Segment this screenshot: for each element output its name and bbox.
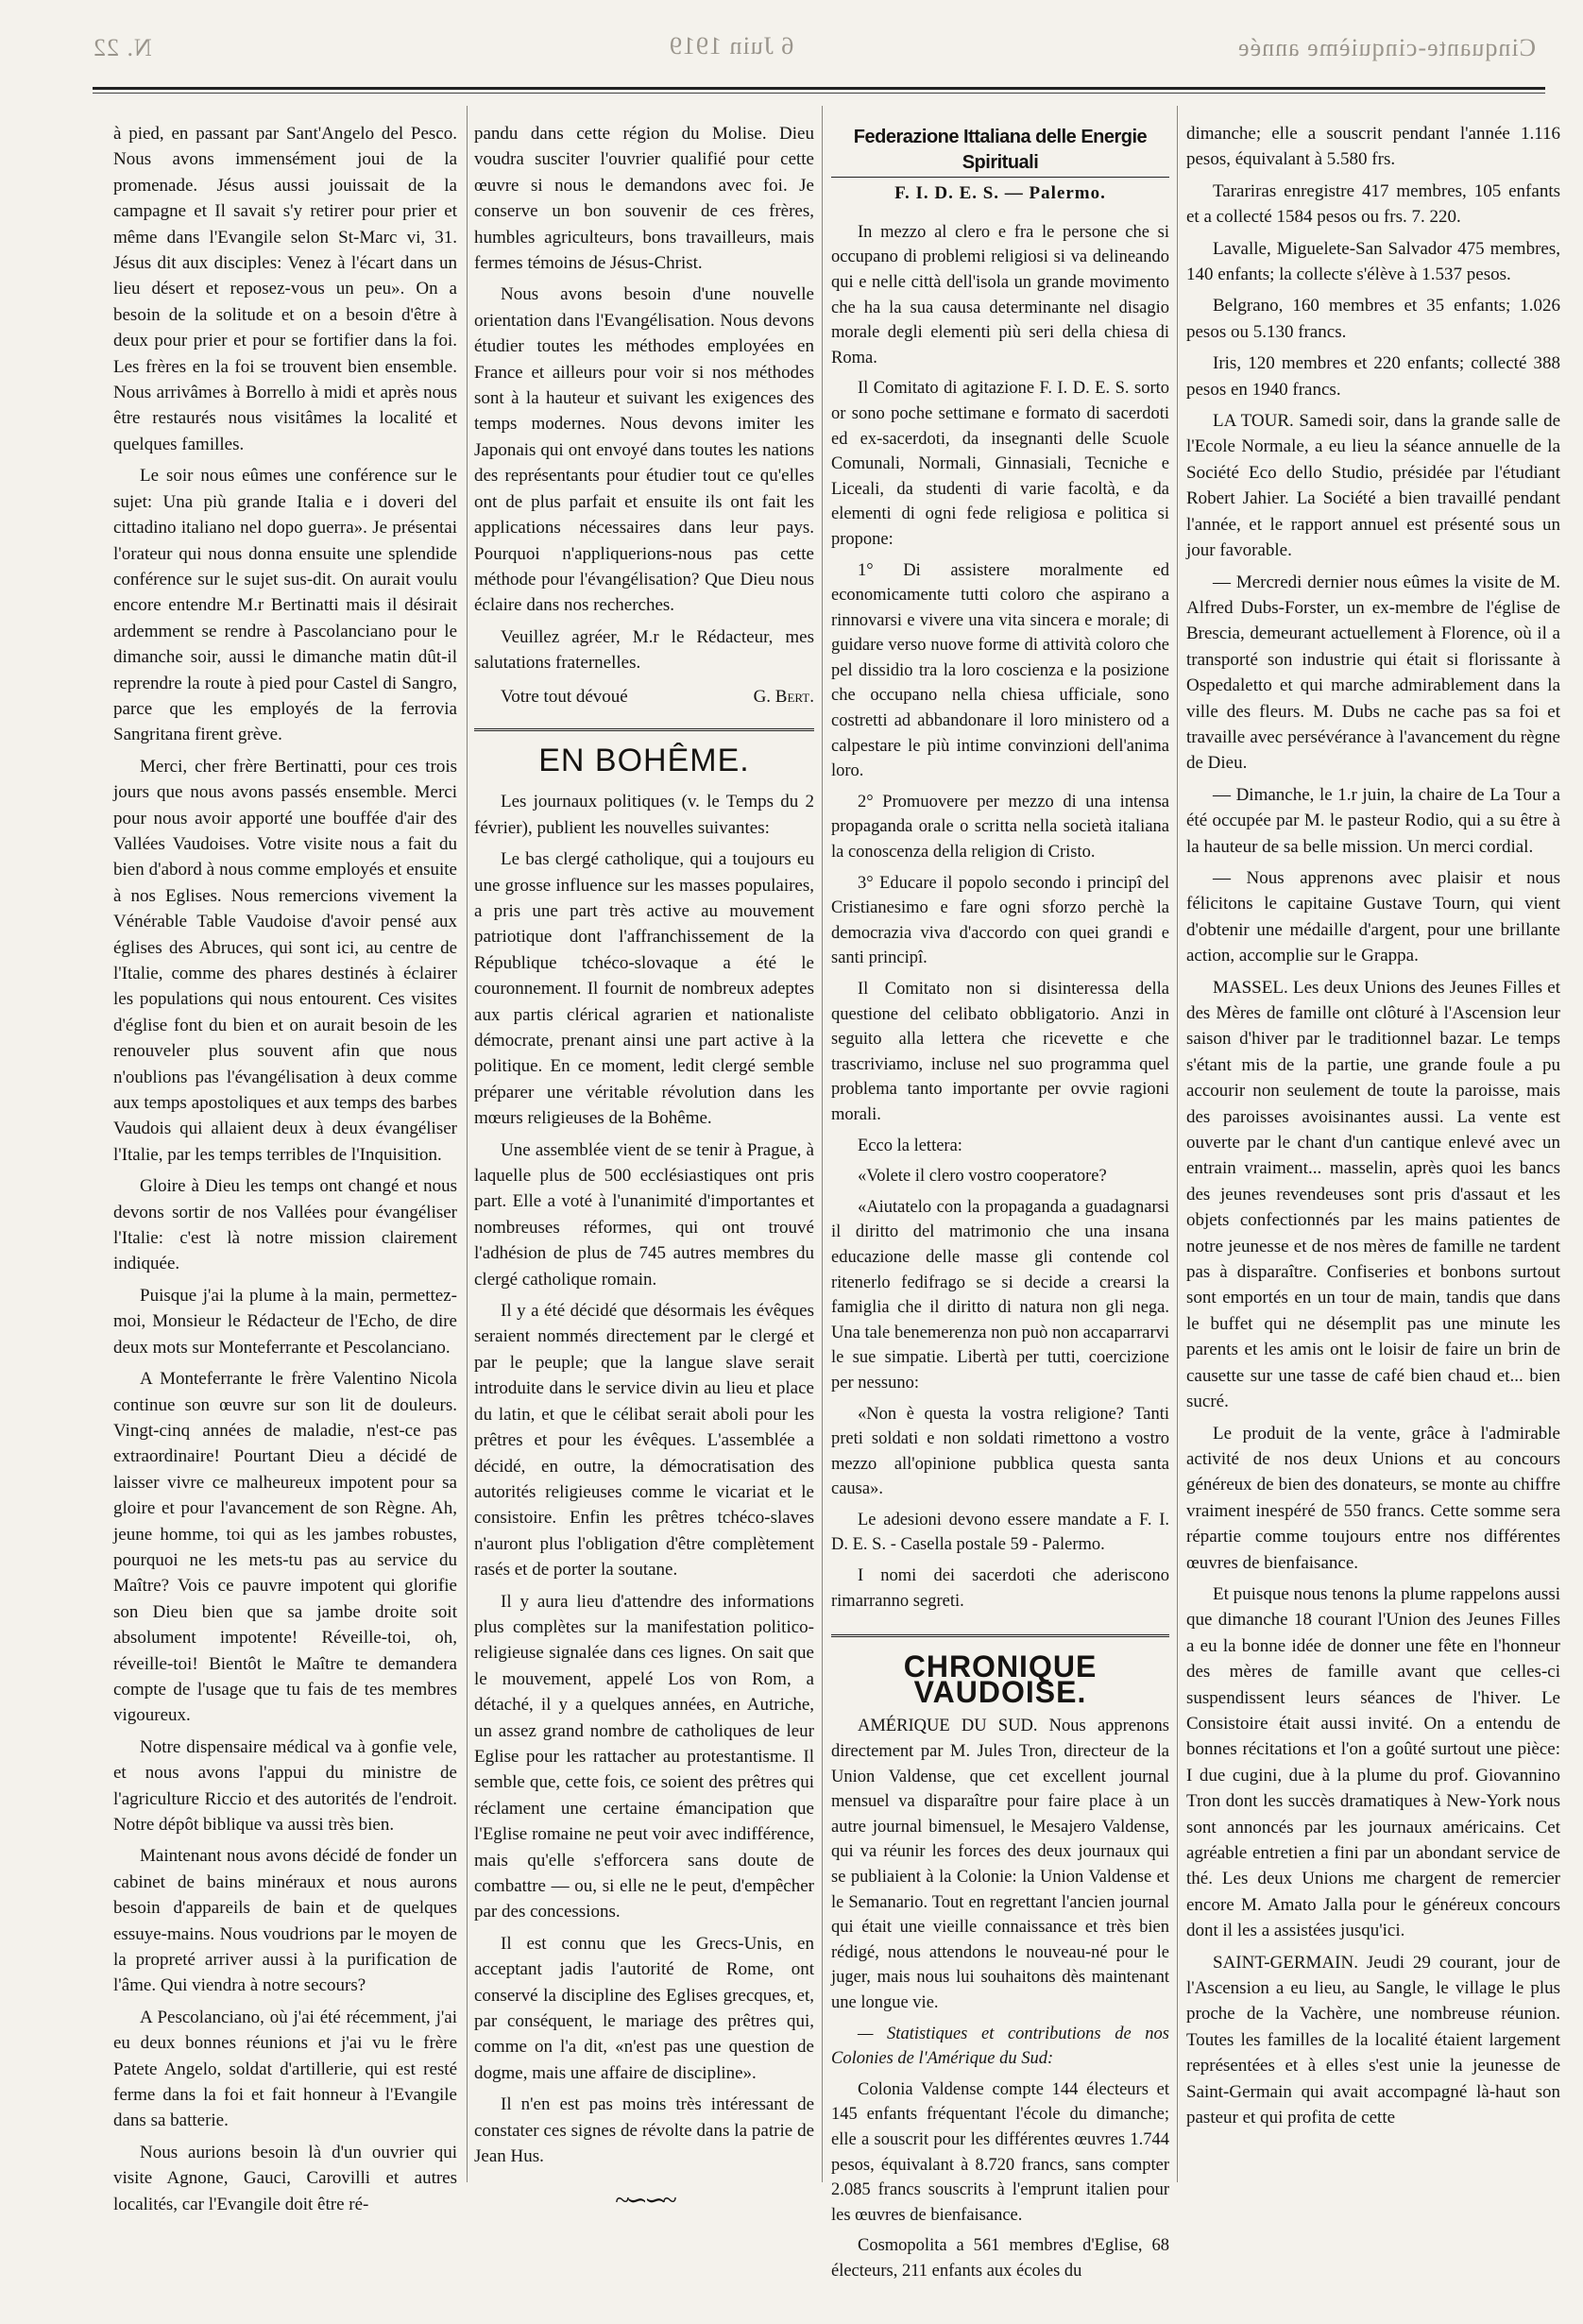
column-divider [467,106,468,2182]
paragraph: Iris, 120 membres et 220 enfants; collecté 388 pesos en 1940 francs. [1186,353,1560,400]
paragraph: 1° Di assistere moralmente ed economicamente tutti coloro che aspirano a rinnovarsi e vivere una vita sincera e morale; di guidare verso nuove forme di attività coloro che pel dissidio tra la loro coscienza e la posizione che occupano nella chiesa ufficiale, sono costretti ad abbandonare il loro ministero od a calpestare le più intime convinzioni dell'anima loro. [831,560,1169,781]
paragraph: «Aiutatelo con la propaganda a guadagnarsi il diritto del matrimonio che una insana educazione delle masse gli contende col ritenerlo fedifrago se si decide a crearsi la famiglia che il diritto di natura non gli nega. Una tale benemerenza non può non accaparrarvi le sue simpatie. Libertà per tutti, coercizione per nessuno: [831,1197,1169,1393]
section-title-boheme: EN BOHÊME. [474,728,814,774]
paragraph: — Statistiques et contributions de nos Colonies de l'Amérique du Sud: [831,2024,1169,2069]
paragraph: Il n'en est pas moins très intéressant de constater ces signes de révolte dans la patrie de Jean Hus. [474,2094,814,2167]
paragraph: Belgrano, 160 membres et 35 enfants; 1.026 pesos ou 5.130 francs. [1186,296,1560,342]
paragraph: Merci, cher frère Bertinatti, pour ces trois jours que nous avons passés ensemble. Merci pour nous avoir apporté une bouffée d'air des Vallées Vaudoises. Votre visite nous a fait du bien d'abord à nous comme employés et ensuite à nos Eglises. Nous remercions vivement la Vénérable Table Vaudoise d'avoir pensé aux églises des Abruces, qui sont ici, au centre de l'Italie, comme des phares destinés à éclairer les populations qui nous entourent. Ces visites d'église font du bien et on aurait besoin de les renouveler plus souvent afin que nous n'oublions pas l'évangélisation à deux comme aux temps apostoliques et aux temps des barbes Vaudois qui allaient deux à deux évangéliser l'Italie, par les temps terribles de l'Inquisition. [113,756,457,1165]
paragraph: dimanche; elle a souscrit pendant l'année 1.116 pesos, équivalant à 5.580 frs. [1186,124,1560,170]
column-1 [113,121,457,2223]
column-divider [1177,106,1178,2182]
paragraph: I nomi dei sacerdoti che aderiscono rimarranno segreti. [831,1566,1169,1611]
paragraph: Lavalle, Miguelete-San Salvador 475 membres, 140 enfants; la collecte s'élève à 1.537 pesos. [1186,238,1560,285]
column-2 [474,121,814,2214]
signature-closing: Votre tout dévoué [501,686,628,707]
paragraph: 3° Educare il popolo secondo i principî del Cristianesimo e fare ogni sforzo perchè la democrazia viva d'accordo con quei grandi e santi principî. [831,873,1169,968]
paragraph: Et puisque nous tenons la plume rappelons aussi que dimanche 18 courant l'Union des Jeunes Filles a eu la bonne idée de donner une fête en l'honneur des mères de famille avant que celles-ci suspendissent leurs séances de l'hiver. Le Consistoire était aussi invité. On a entendu de bonnes récitations et l'on a goûté surtout une pièce: I due cugini, due à la plume du prof. Giovannino Tron dont les succès dramatiques à New-York nous sont annoncés par les journaux américains. Cet agréable entretien a fini par un abondant service de thé. Les deux Unions me chargent de remercier encore M. Amato Jalla pour le généreux concours dont il les a assistées jusqu'ici. [1186,1583,1560,1941]
paragraph: 2° Promuovere per mezzo di una intensa propaganda orale o scritta nella società italiana la conoscenza della religion di Cristo. [831,792,1169,863]
paragraph: à pied, en passant par Sant'Angelo del Pesco. Nous avons immensément joui de la promenade. Jésus aussi jouissait de la campagne et Il savait s'y retirer pour prier et même dans l'Evangile selon St-Marc vi, 31. Jésus dit aux disciples: Venez à l'écart dans un lieu désert et reposez-vous un peu». On a besoin de la solitude et on a besoin d'être à deux pour prier et pour se fortifier dans la foi. Les frères en la foi se trouvent bien ensemble. Nous arrivâmes à Borrello à midi et après nous être restaurés nous visitâmes la localité et quelques familles. [113,124,457,454]
paragraph: MASSEL. Les deux Unions des Jeunes Filles et des Mères de famille ont clôturé à l'Ascension leur saison d'hiver par le traditionnel bazar. Le temps s'étant mis de la partie, une grande foule a pu accourir non seulement de toute la paroisse, mais des paroisses avoisinantes aussi. La vente est ouverte par le chant d'un cantique enlevé avec un entrain vraiment... masselin, après quoi les bancs des jeunes revendeuses sont pris d'assaut et les objets confectionnés par les mains patientes de notre jeunesse et de nos mères de famille ne tardent pas à disparaître. Confiseries et bonbons surtout sont emportés en un tour de main, tandis que dans le buffet qui ne désemplit pas une minute les parents et les amis ont le loisir de faire un brin de causette sur une tasse de café bien chaud et... bien sucré. [1186,977,1560,1412]
article-subtitle-fides: F. I. D. E. S. — Palermo. [894,183,1106,204]
masthead-year: Cinquante-cinquième année [1237,34,1536,61]
paragraph: Tarariras enregistre 417 membres, 105 enfants et a collecté 1584 pesos ou frs. 7. 220. [1186,180,1560,228]
paragraph: «Volete il clero vostro cooperatore? [858,1167,1107,1187]
header-rule-thin [93,93,1545,94]
masthead-date: 6 Juin 1919 [669,32,794,60]
column-3 [831,121,1169,2290]
paragraph: Nous avons besoin d'une nouvelle orientation dans l'Evangélisation. Nous devons étudier toutes les méthodes employées en France et ailleurs pour voir si nos méthodes sont à la hauteur et suivant les exigences des temps modernes. Nous devons imiter les Japonais qui ont envoyé dans toutes les nations des représentants pour étudier tout ce qu'elles ont de plus parfait et ensuite ils ont fait les applications nécessaires dans leur pays. Pourquoi n'appliquerions-nous pas cette méthode pour l'évangélisation? Que Dieu nous éclaire dans nos recherches. [474,284,814,616]
paragraph: In mezzo al clero e fra le persone che si occupano di problemi religiosi si va delineando qui e nelle città dell'isola un grande movimento che ha la sua causa determinante nel disagio morale degli elementi più seri della chiesa di Roma. [831,222,1169,367]
column-4 [1186,121,1560,2136]
section-title-chronique: CHRONIQUE VAUDOISE. [831,1634,1169,1704]
column-divider [822,106,823,2182]
paragraph: — Dimanche, le 1.r juin, la chaire de La Tour a été occupée par M. le pasteur Rodio, qui a su être à la hauteur de sa belle mission. Un merci cordial. [1186,784,1560,857]
paragraph: Il est connu que les Grecs-Unis, en acceptant jadis l'autorité de Rome, ont conservé la discipline des Eglises grecques, et, par conséquent, le mariage des prêtres qui, comme on l'a dit, «n'est pas une question de dogme, mais une affaire de discipline». [474,1933,814,2083]
paragraph: Veuillez agréer, M.r le Rédacteur, mes salutations fraternelles. [474,626,814,674]
paragraph: LA TOUR. Samedi soir, dans la grande salle de l'Ecole Normale, a eu lieu la séance annuelle de la Société Eco dello Studio, présidée par l'étudiant Robert Jahier. La Société a bien travaillé pendant l'année, et le rapport annuel est présenté sous un jour favorable. [1186,411,1560,561]
paragraph: Il Comitato di agitazione F. I. D. E. S. sorto or sono poche settimane e formato di sacerdoti ed ex-sacerdoti, da insegnanti delle Scuole Comunali, Normali, Ginnasiali, Tecniche e Liceali, da studenti di varie facoltà, e da elementi di ogni fede religiosa e politica si propone: [831,379,1169,549]
paragraph: — Mercredi dernier nous eûmes la visite de M. Alfred Dubs-Forster, un ex-membre de l'église de Brescia, demeurant actuellement à Florence, où il a transporté son industrie qui était si florissante à Ospedaletto et qui marche admirablement dans la ville des fleurs. M. Dubs ne cache pas sa foi et travaille avec persévérance à l'avancement du règne de Dieu. [1186,572,1560,774]
paragraph: Ecco la lettera: [858,1136,962,1155]
paragraph: AMÉRIQUE DU SUD. Nous apprenons directement par M. Jules Tron, directeur de la Union Valdense, que cet excellent journal mensuel va disparaître pour faire place à un autre journal bimensuel, le Mesajero Valdense, qui va réunir les forces des deux journaux qui se publiaient à la Colonie: la Union Valdense et le Semanario. Tout en regrettant l'ancien journal qui était une vieille connaissance et très bien rédigé, nous attendons le nouveau-né pour le juger, mais nous lui souhaitons dès maintenant une longue vie. [831,1717,1169,2012]
paragraph: Colonia Valdense compte 144 électeurs et 145 enfants fréquentant l'école du dimanche; elle a souscrit pour les différentes œuvres 1.744 pesos, équivalant à 8.720 francs, sans compter 2.085 francs souscrits à l'emprunt italien pour les œuvres de bienfaisance. [831,2079,1169,2225]
letter-signature [474,684,814,709]
paragraph: Une assemblée vient de se tenir à Prague, à laquelle plus de 500 ecclésiastiques ont pris part. Elle a voté à l'unanimité d'importantes et nombreuses réformes, qui ont trouvé l'adhésion de plus de 745 autres membres du clergé catholique romain. [474,1139,814,1290]
paragraph: Le soir nous eûmes une conférence sur le sujet: Una più grande Italia e i doveri del cittadino italiano nel dopo guerra». Je présentai l'orateur qui nous donna ensuite une splendide conférence sur le sujet sus-dit. On aurait voulu encore entendre M.r Bertinatti mais il désirait ardemment se rendre à Pascolanciano pour le dimanche soir, aussi le dimanche matin dût-il reprendre la route à pied pour Castel di Sangro, parce que les employés de la ferrovia Sangritana firent grève. [113,466,457,745]
paragraph: Le adesioni devono essere mandate a F. I. D. E. S. - Casella postale 59 - Palermo. [831,1510,1169,1555]
header-rule [93,87,1545,90]
masthead [93,32,1545,60]
paragraph: Il y a été décidé que désormais les évêques seraient nommés directement par le clergé et par le peuple; que la langue slave serait introduite dans le service divin au lieu et place du latin, et que le célibat serait aboli pour les prêtres et pour les évêques. L'assemblée a décidé, en outre, la démocratisation des autorités religieuses comme le vicariat et le consistoire. Enfin les prêtres tchéco-slaves n'auront plus l'obligation d'être complètement rasés et de porter la soutane. [474,1301,814,1581]
paragraph: Les journaux politiques (v. le Temps du 2 février), publient les nouvelles suivantes: [474,792,814,838]
paragraph: A Pescolanciano, où j'ai été récemment, j'ai eu deux bonnes réunions et j'ai vu le frère Patete Angelo, soldat d'artillerie, qui est resté ferme dans la foi et fait honneur à l'Evangile dans sa batterie. [113,2007,457,2131]
paragraph: Nous aurions besoin là d'un ouvrier qui visite Agnone, Gauci, Carovilli et autres localités, car l'Evangile doit être ré- [113,2142,457,2214]
paragraph: Puisque j'ai la plume à la main, permettez-moi, Monsieur le Rédacteur de l'Echo, de dire deux mots sur Monteferrante et Pescolanciano. [113,1285,457,1358]
paragraph: Maintenant nous avons décidé de fonder un cabinet de bains minéraux et nous aurons besoin d'appareils de bain et de quelques essuye-mains. Nous voudrions par le moyen de la propreté arriver aussi à la purification de l'âme. Qui viendra à notre secours? [113,1846,457,1996]
article-title-fides: Federazione Ittaliana delle Energie Spirituali [831,121,1169,178]
paragraph: Il Comitato non si disinteressa della questione del celibato obbligatorio. Anzi in seguito alla lettera che ricevette e che trascriviamo, incluse nel suo programma quel problema tanto importante per ovvie ragioni morali. [831,980,1169,1124]
paragraph: Le produit de la vente, grâce à l'admirable activité de nos deux Unions et au concours généreux de bien des donateurs, se monte au chiffre vraiment inespéré de 550 francs. Cette somme sera répartie comme toujours entre nos différentes œuvres de bienfaisance. [1186,1423,1560,1573]
paragraph: SAINT-GERMAIN. Jeudi 29 courant, jour de l'Ascension a eu lieu, au Sangle, le village le plus proche de la Vachère, une nombreuse réunion. Toutes les familles de la localité étaient largement représentées et à elles s'est unie la jeunesse de Saint-Germain qui avait accompagné là-haut son pasteur et qui profita de cette [1186,1952,1560,2128]
paragraph: — Nous apprenons avec plaisir et nous félicitons le capitaine Gustave Tourn, qui vient d'obtenir une médaille d'argent, pour une brillante action, accomplie sur le Grappa. [1186,867,1560,966]
paragraph: Cosmopolita a 561 membres d'Eglise, 68 électeurs, 211 enfants aux écoles du [831,2236,1169,2281]
masthead-issue-number: N. 22 [93,34,152,61]
paragraph: «Non è questa la vostra religione? Tanti preti soldati e non soldati rimettono a vostro mezzo all'opinione pubblica questa santa causa». [831,1404,1169,1499]
paragraph: Il y aura lieu d'attendre des informations plus complètes sur la manifestation politico-religieuse signalée dans ces lignes. On sait que le mouvement, appelé Los von Rom, a détaché, il y a quelques années, en Autriche, un assez grand nombre de catholiques de leur Eglise pour les rattacher au protestantisme. Il semble que, cette fois, ce soient des prêtres qui réclament une certaine émancipation que l'Eglise romaine ne peut voir avec indifférence, mais qu'elle s'efforcera sans doute de combattre — ou, si elle ne le peut, d'empêcher par des concessions. [474,1591,814,1922]
paragraph: Notre dispensaire médical va à gonfie vele, et nous avons l'appui du ministre de l'agriculture Riccio et des autorités de l'endroit. Notre dépôt biblique va aussi très bien. [113,1736,457,1835]
paragraph: Gloire à Dieu les temps ont changé et nous devons sortir de nos Vallées pour évangéliser l'Italie: c'est là notre mission clairement indiquée. [113,1176,457,1274]
paragraph: pandu dans cette région du Molise. Dieu voudra susciter l'ouvrier qualifié pour cette œuvre si nous le demandons avec foi. Je conserve un bon souvenir de ces frères, humbles agriculteurs, bons travailleurs, mais fermes témoins de Jésus-Christ. [474,124,814,274]
ornament-divider: ~∽∽~ [615,2186,673,2216]
paragraph: Le bas clergé catholique, qui a toujours eu une grosse influence sur les masses populaires, a pris une part très active au mouvement patriotique dont l'affranchissement de la République tchéco-slovaque a été le couronnement. Il fournit de nombreux adeptes aux partis clérical agrarien et nationaliste démocrate, prenant ainsi une part active à la politique. En ce moment, ledit clergé semble préparer une véritable révolution dans les mœurs religieuses de la Bohême. [474,849,814,1129]
paragraph: A Monteferrante le frère Valentino Nicola continue son œuvre sur son lit de douleurs. Vingt-cinq années de maladie, n'est-ce pas extraordinaire! Pourtant Dieu a décidé de laisser vivre ce malheureux impotent pour sa gloire et pour l'avancement de son Règne. Ah, jeune homme, toi qui as les jambes robustes, pourquoi ne les mets-tu pas au service du Maître? Vois ce pauvre impotent qui glorifie son Dieu bien que sa jambe droite soit absolument impotente! Réveille-toi, oh, réveille-toi! Bientôt le Maître te demandera compte de l'usage que tu fais de tes membres vigoureux. [113,1369,457,1726]
signature-name: G. Bert. [753,686,814,707]
